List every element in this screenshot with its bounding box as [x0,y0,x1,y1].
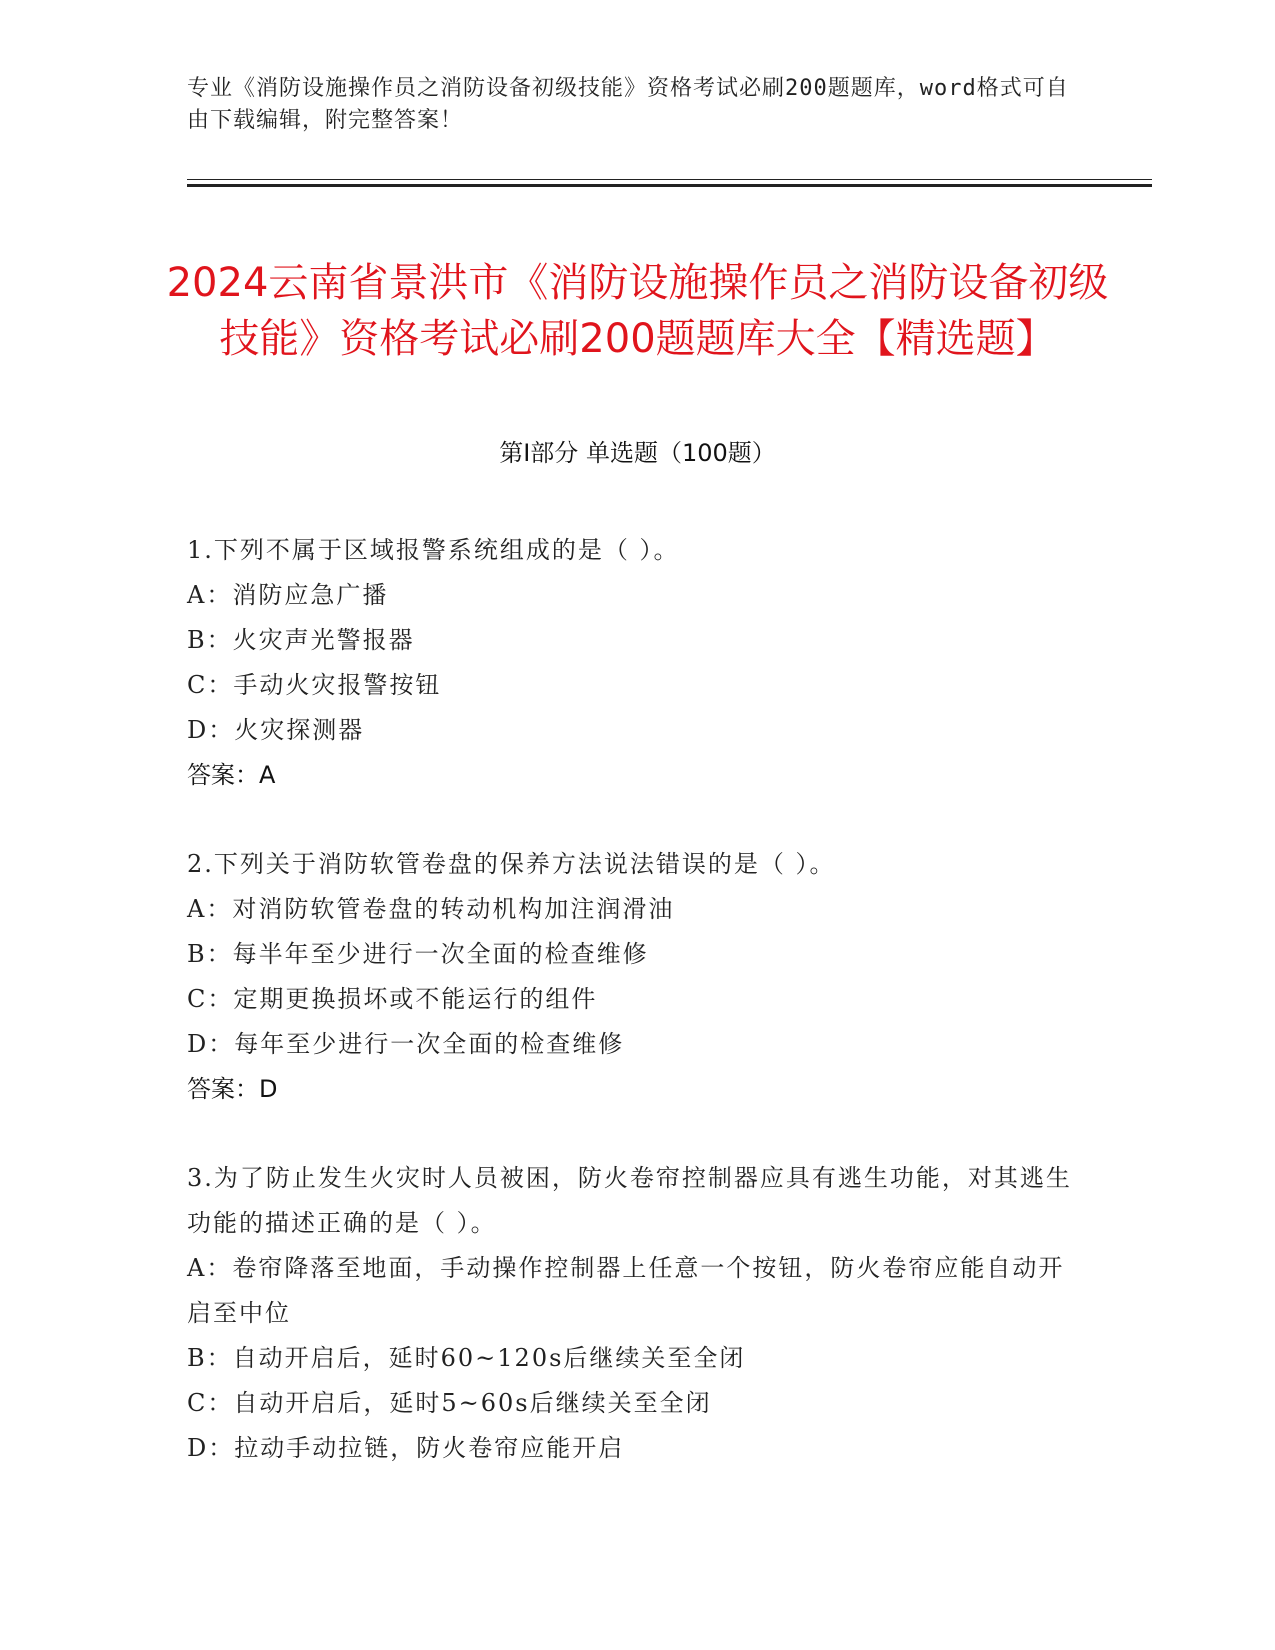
option-c: C：自动开启后，延时5~60s后继续关至全闭 [187,1389,712,1417]
header-divider-thin [187,179,1152,180]
option-b: B：自动开启后，延时60~120s后继续关至全闭 [187,1344,746,1372]
question-spacer [187,1112,1087,1156]
answer-line: 答案：A [187,761,276,789]
option-d: D：每年至少进行一次全面的检查维修 [187,1030,625,1058]
header-note: 专业《消防设施操作员之消防设备初级技能》资格考试必刷200题题库，word格式可自由下载编辑，附完整答案！ [187,76,1069,133]
question-2 [187,842,1087,1112]
question-stem: 1.下列不属于区域报警系统组成的是（ ）。 [187,536,680,564]
option-d: D：火灾探测器 [187,716,365,744]
header-divider-thick [187,184,1152,187]
option-b: B：每半年至少进行一次全面的检查维修 [187,940,649,968]
question-stem: 3.为了防止发生火灾时人员被困，防火卷帘控制器应具有逃生功能，对其逃生功能的描述正确的是（ ）。 [187,1164,1072,1237]
question-3 [187,1156,1087,1471]
document-title: 2024云南省景洪市《消防设施操作员之消防设备初级技能》资格考试必刷200题题库大全【精选题】 [166,259,1109,362]
option-c: C：定期更换损坏或不能运行的组件 [187,985,598,1013]
answer-line: 答案：D [187,1075,278,1103]
question-list [187,528,1087,1471]
option-b: B：火灾声光警报器 [187,626,415,654]
question-1 [187,528,1087,798]
question-stem: 2.下列关于消防软管卷盘的保养方法说法错误的是（ ）。 [187,850,836,878]
question-spacer [187,798,1087,842]
section-heading: 第Ⅰ部分 单选题（100题） [499,439,776,467]
option-a: A：卷帘降落至地面，手动操作控制器上任意一个按钮，防火卷帘应能自动开启至中位 [187,1254,1065,1327]
option-a: A：消防应急广播 [187,581,389,609]
option-a: A：对消防软管卷盘的转动机构加注润滑油 [187,895,675,923]
option-d: D：拉动手动拉链，防火卷帘应能开启 [187,1434,625,1462]
option-c: C：手动火灾报警按钮 [187,671,442,699]
